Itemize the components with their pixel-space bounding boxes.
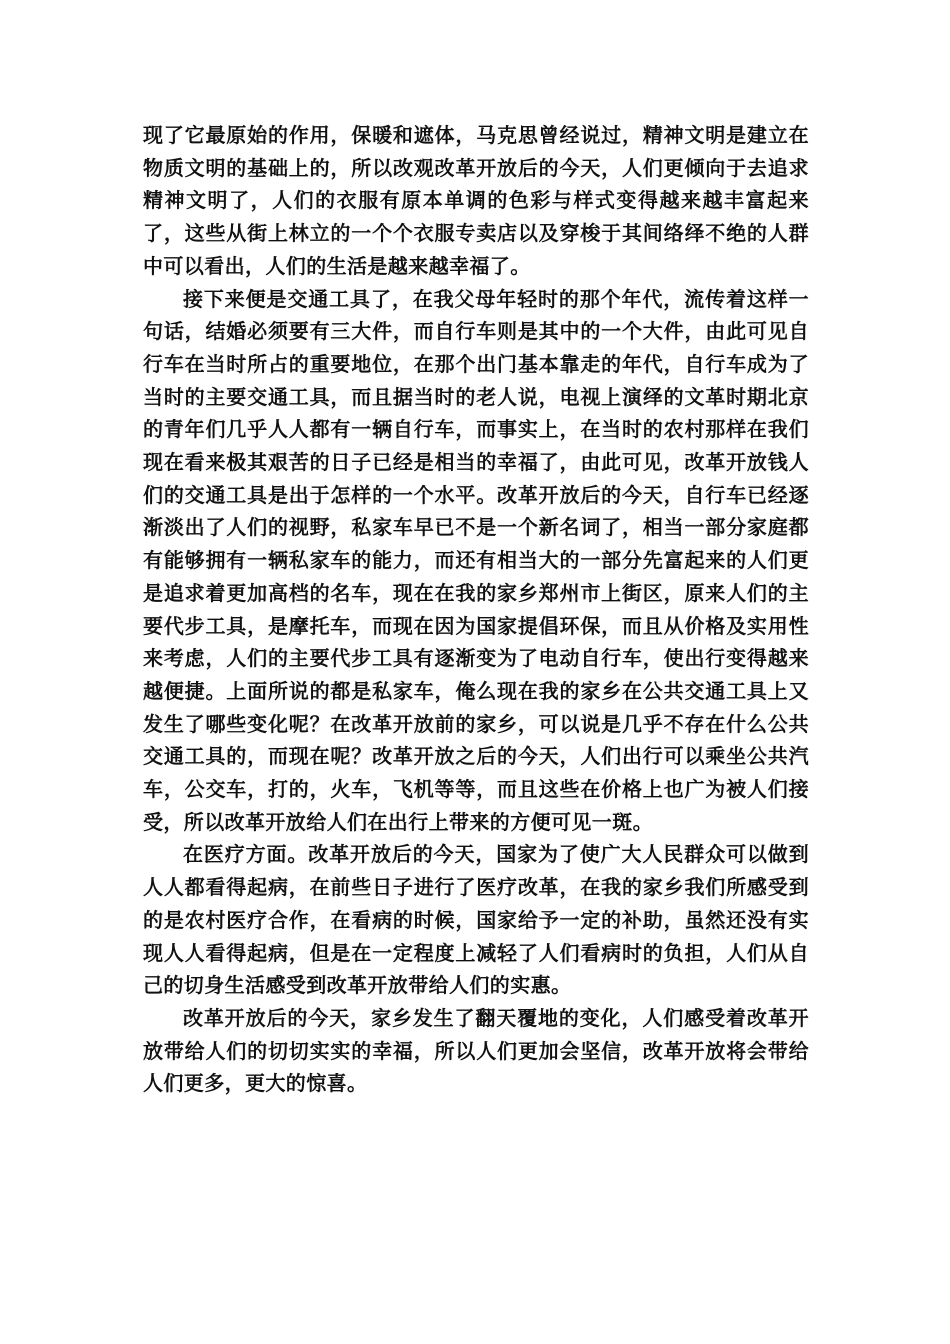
paragraph-clothing-continued: 现了它最原始的作用，保暖和遮体，马克思曾经说过，精神文明是建立在物质文明的基础上的，所以改观改革开放后的今天，人们更倾向于去追求精神文明了，人们的衣服有原本单调的色彩与样式变得越来越丰富起来了，这些从街上林立的一个个衣服专卖店以及穿梭于其间络绎不绝的人群中可以看出，人们的生活是越来越幸福了。 — [143, 123, 809, 278]
paragraph-conclusion: 改革开放后的今天，家乡发生了翻天覆地的变化，人们感受着改革开放带给人们的切切实实的幸福，所以人们更加会坚信，改革开放将会带给人们更多，更大的惊喜。 — [143, 1005, 809, 1096]
paragraph-transportation: 接下来便是交通工具了，在我父母年轻时的那个年代，流传着这样一句话，结婚必须要有三大件，而自行车则是其中的一个大件，由此可见自行车在当时所占的重要地位，在那个出门基本靠走的年代，自行车成为了当时的主要交通工具，而且据当时的老人说，电视上演绎的文革时期北京的青年们几乎人人都有一辆自行车，而事实上，在当时的农村那样在我们现在看来极其艰苦的日子已经是相当的幸福了，由此可见，改革开放钱人们的交通工具是出于怎样的一个水平。改革开放后的今天，自行车已经逐渐淡出了人们的视野，私家车早已不是一个新名词了，相当一部分家庭都有能够拥有一辆私家车的能力，而还有相当大的一部分先富起来的人们更是追求着更加高档的名车，现在在我的家乡郑州市上街区，原来人们的主要代步工具，是摩托车，而现在因为国家提倡环保，而且从价格及实用性来考虑，人们的主要代步工具有逐渐变为了电动自行车，使出行变得越来越便捷。上面所说的都是私家车，俺么现在我的家乡在公共交通工具上又发生了哪些变化呢？在改革开放前的家乡，可以说是几乎不存在什么公共交通工具的，而现在呢？改革开放之后的今天，人们出行可以乘坐公共汽车，公交车，打的，火车，飞机等等，而且这些在价格上也广为被人们接受，所以改革开放给人们在出行上带来的方便可见一斑。 — [143, 286, 809, 834]
paragraph-medical: 在医疗方面。改革开放后的今天，国家为了使广大人民群众可以做到人人都看得起病，在前些日子进行了医疗改革，在我的家乡我们所感受到的是农村医疗合作，在看病的时候，国家给予一定的补助，虽然还没有实现人人看得起病，但是在一定程度上减轻了人们看病时的负担，人们从自己的切身生活感受到改革开放带给人们的实惠。 — [143, 842, 809, 998]
document-body — [143, 119, 809, 1100]
